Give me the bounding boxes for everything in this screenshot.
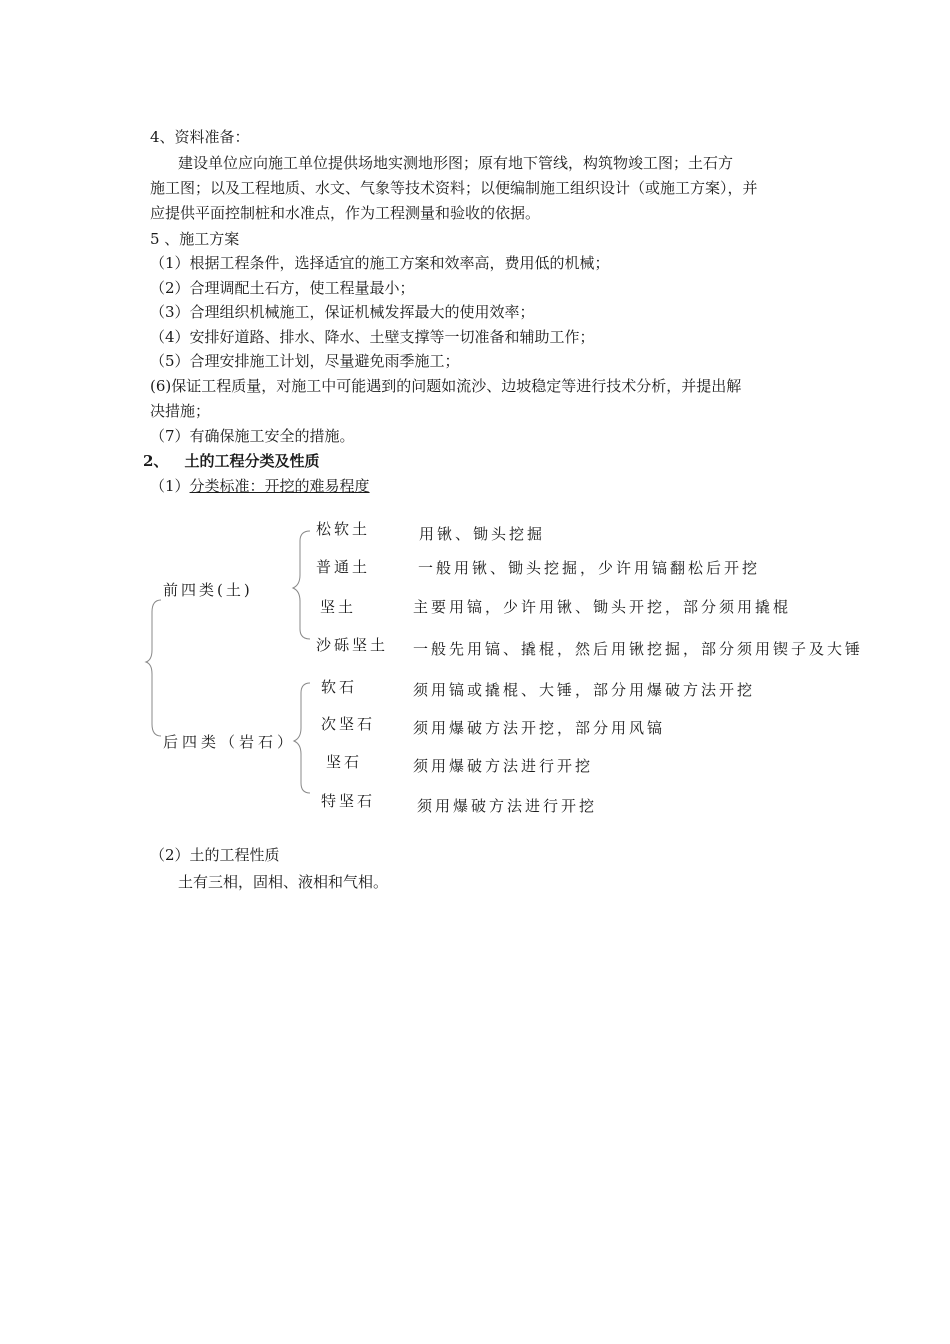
section-5-heading: 5 、施工方案 [150, 230, 240, 248]
sub-2-heading: （2）土的工程性质 [150, 846, 280, 864]
rock-brace [294, 683, 310, 793]
section-5-item-3: （3）合理组织机械施工，保证机械发挥最大的使用效率； [150, 303, 535, 321]
section-5-item-7: （7）有确保施工安全的措施。 [150, 427, 355, 445]
part-2-heading-text: 土的工程分类及性质 [184, 452, 320, 470]
sub-1-prefix: （1） [150, 477, 190, 495]
section-5-item-1: （1）根据工程条件，选择适宜的施工方案和效率高，费用低的机械； [150, 254, 610, 272]
rock-class-3-desc: 须用爆破方法进行开挖 [413, 757, 594, 775]
sub-1-text: 分类标准：开挖的难易程度 [189, 477, 370, 495]
part-2-heading-num: 2、 [143, 452, 169, 470]
rock-class-4-name: 特坚石 [321, 792, 376, 810]
rock-class-3-name: 坚石 [326, 753, 363, 771]
section-5-item-6-cont: 决措施； [150, 402, 211, 420]
section-5-item-6: (6)保证工程质量，对施工中可能遇到的问题如流沙、边坡稳定等进行技术分析，并提出解 [150, 377, 742, 395]
soil-class-2-desc: 一般用锹、锄头挖掘，少许用镐翻松后开挖 [418, 559, 761, 577]
section-4-para-line-2: 施工图；以及工程地质、水文、气象等技术资料；以便编制施工组织设计（或施工方案），并 [150, 179, 758, 197]
soil-brace [293, 531, 310, 639]
rock-class-1-desc: 须用镐或撬棍、大锤，部分用爆破方法开挖 [413, 681, 756, 699]
rock-class-4-desc: 须用爆破方法进行开挖 [417, 797, 598, 815]
rock-class-2-desc: 须用爆破方法开挖，部分用风镐 [413, 719, 666, 737]
soil-class-2-name: 普通土 [316, 558, 371, 576]
rock-class-1-name: 软石 [321, 678, 358, 696]
soil-class-1-name: 松软土 [316, 520, 371, 538]
section-5-item-5: （5）合理安排施工计划，尽量避免雨季施工； [150, 352, 460, 370]
section-4-para-line-1: 建设单位应向施工单位提供场地实测地形图；原有地下管线，构筑物竣工图；土石方 [178, 154, 734, 172]
section-4-para-line-3: 应提供平面控制桩和水准点，作为工程测量和验收的依据。 [150, 204, 541, 222]
section-5-item-2: （2）合理调配土石方，使工程量最小； [150, 279, 415, 297]
group-rock-label: 后四类（岩石） [163, 733, 297, 751]
soil-class-3-name: 坚土 [320, 598, 357, 616]
group-soil-label: 前四类(土) [163, 581, 253, 599]
rock-class-2-name: 次坚石 [321, 715, 376, 733]
section-5-item-4: （4）安排好道路、排水、降水、土壁支撑等一切准备和辅助工作； [150, 328, 595, 346]
soil-class-3-desc: 主要用镐，少许用锹、锄头开挖，部分须用撬棍 [413, 598, 792, 616]
soil-class-1-desc: 用锹、锄头挖掘 [419, 525, 546, 543]
soil-class-4-name: 沙砾坚土 [316, 636, 389, 654]
sub-2-text: 土有三相，固相、液相和气相。 [178, 873, 389, 891]
soil-class-4-desc: 一般先用镐、撬棍，然后用锹挖掘，部分须用锲子及大锤 [413, 640, 864, 658]
outer-brace [146, 600, 161, 736]
section-4-heading: 4、资料准备： [150, 128, 250, 146]
